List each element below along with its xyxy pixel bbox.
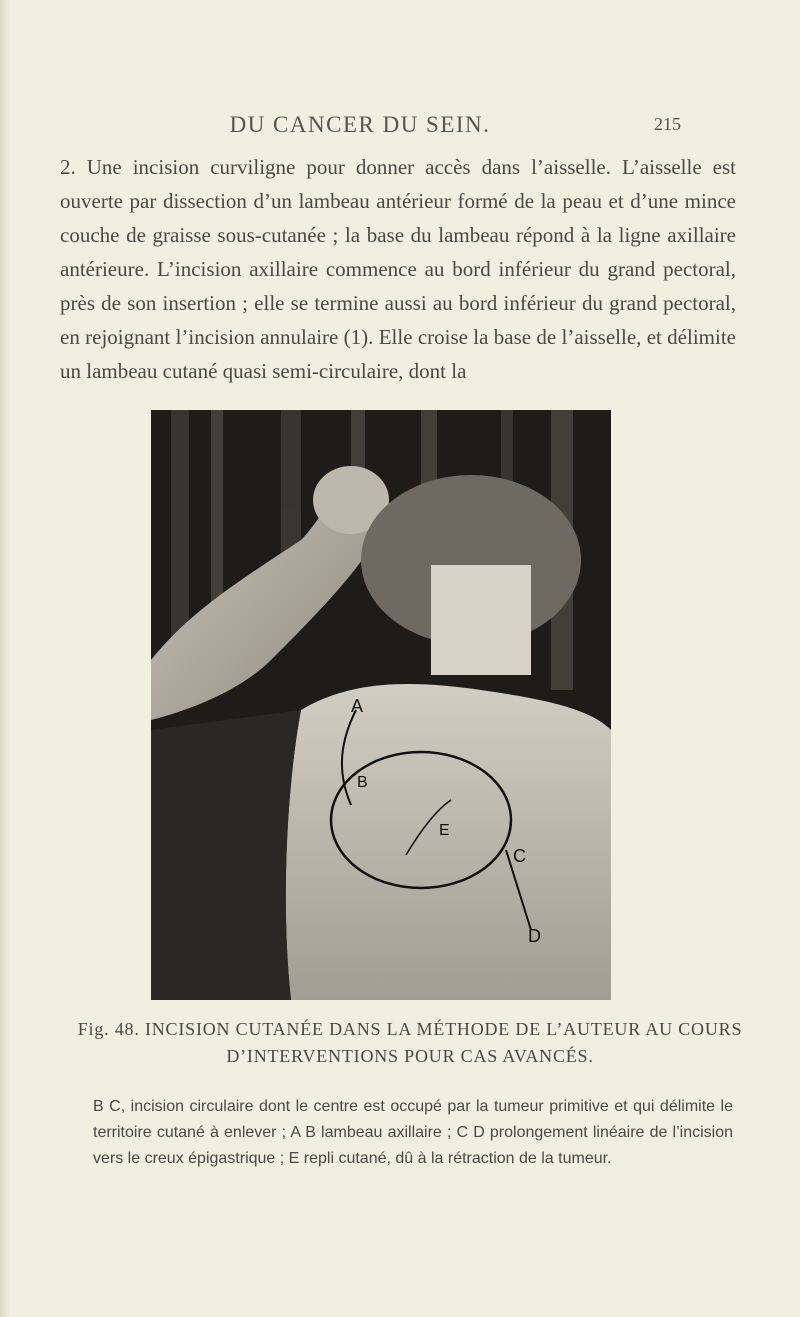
page-edge [0, 0, 10, 1317]
label-c: C [513, 846, 526, 866]
page-number: 215 [654, 114, 681, 134]
label-a: A [351, 696, 364, 716]
label-d: D [528, 926, 541, 946]
figure-photograph [151, 410, 611, 1000]
running-head: DU CANCER DU SEIN. [229, 112, 491, 137]
figure-caption-title: Fig. 48. INCISION CUTANÉE DANS LA MÉTHODE DE L’AUTEUR AU COURS D’INTERVENTIONS POUR CAS AVANCÉS. [77, 1019, 743, 1066]
figure-illustration [151, 410, 611, 1000]
face-cover [431, 565, 531, 675]
label-b: B [357, 774, 368, 791]
figure-caption-legend: B C, incision circulaire dont le centre est occupé par la tumeur primitive et qui délimite le territoire cutané à enlever ; A B lambeau axillaire ; C D prolongement linéaire de l’incision vers le creux épigastrique ; E repli cutané, dû à la rétraction de la tumeur. [93, 1098, 733, 1167]
body-paragraph: 2. Une incision curviligne pour donner accès dans l’aisselle. L’aisselle est ouverte par dissection d’un lambeau antérieur formé de la peau et d’une mince couche de graisse sous-cutanée ; la base du lambeau répond à la ligne axillaire antérieure. L’incision axillaire commence au bord inférieur du grand pectoral, près de son insertion ; elle se termine aussi au bord inférieur du grand pectoral, en rejoignant l’incision annulaire (1). Elle croise la base de l’aisselle, et délimite un lambeau cutané quasi semi-circulaire, dont la [60, 155, 736, 383]
left-shadow [151, 710, 301, 1000]
label-e: E [439, 822, 450, 839]
